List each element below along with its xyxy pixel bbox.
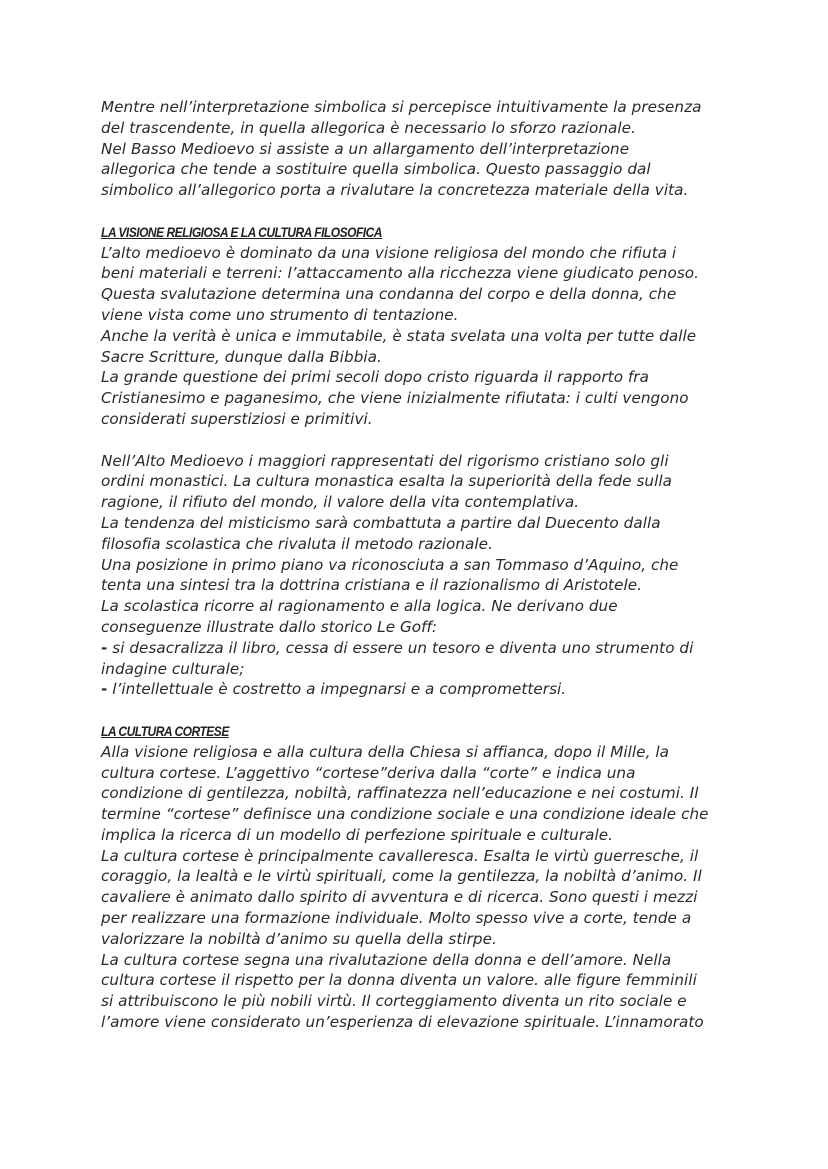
text-line: La cultura cortese segna una rivalutazione della donna e dell’amore. Nella: [101, 950, 672, 969]
intro-paragraph: [101, 97, 741, 201]
text-line: Mentre nell’interpretazione simbolica si percepisce intuitivamente la presenza: [101, 98, 702, 116]
text-line: La cultura cortese è principalmente cavalleresca. Esalta le virtù guerresche, il: [101, 846, 699, 865]
section-heading: LA CULTURA CORTESE: [101, 722, 229, 739]
text-line: Una posizione in primo piano va riconosciuta a san Tommaso d’Aquino, che: [101, 555, 679, 574]
section-courtly-culture: [101, 721, 741, 1033]
text-line: ragione, il rifiuto del mondo, il valore della vita contemplativa.: [101, 493, 580, 512]
text-line: La tendenza del misticismo sarà combattuta a partire dal Duecento dalla: [101, 513, 661, 532]
text-line: cavaliere è animato dallo spirito di avventura e di ricerca. Sono questi i mezzi: [101, 888, 698, 907]
text-line: si attribuiscono le più nobili virtù. Il corteggiamento diventa un rito sociale e: [101, 992, 687, 1011]
text-line: coraggio, la lealtà e le virtù spirituali, come la gentilezza, la nobiltà d’animo. Il: [101, 867, 702, 886]
text-line: simbolico all’allegorico porta a rivalutare la concretezza materiale della vita.: [101, 181, 689, 200]
text-line: La grande questione dei primi secoli dopo cristo riguarda il rapporto fra: [101, 368, 649, 387]
text-line: Anche la verità è unica e immutabile, è stata svelata una volta per tutte dalle: [101, 326, 697, 345]
paragraph: [101, 243, 741, 430]
paragraph: [101, 742, 741, 1033]
text-line: l’amore viene considerato un’esperienza di elevazione spirituale. L’innamorato: [101, 1013, 704, 1032]
text-line: filosofia scolastica che rivaluta il metodo razionale.: [101, 534, 493, 553]
text-line: cultura cortese. L’aggettivo “cortese”deriva dalla “corte” e indica una: [101, 763, 636, 782]
text-line: del trascendente, in quella allegorica è necessario lo sforzo razionale.: [101, 118, 636, 137]
text-line: ordini monastici. La cultura monastica esalta la superiorità della fede sulla: [101, 472, 672, 491]
bullet-list: [101, 638, 741, 700]
text-line: Nell’Alto Medioevo i maggiori rappresentati del rigorismo cristiano solo gli: [101, 451, 669, 470]
spacer: [101, 430, 741, 451]
section-religious-vision: [101, 222, 741, 700]
document-body: [101, 97, 741, 1033]
spacer: [101, 700, 741, 721]
text-line: viene vista come uno strumento di tentazione.: [101, 305, 459, 324]
text-line: tenta una sintesi tra la dottrina cristiana e il razionalismo di Aristotele.: [101, 576, 642, 595]
bullet-dash: -: [101, 638, 108, 657]
text-line: Nel Basso Medioevo si assiste a un allargamento dell’interpretazione: [101, 139, 630, 158]
text-line: Sacre Scritture, dunque dalla Bibbia.: [101, 347, 382, 366]
text-line: Questa svalutazione determina una condanna del corpo e della donna, che: [101, 285, 677, 304]
bullet-text: si desacralizza il libro, cessa di essere un tesoro e diventa uno strumento di: [112, 638, 694, 657]
bullet-continuation: indagine culturale;: [101, 659, 245, 678]
text-line: implica la ricerca di un modello di perfezione spirituale e culturale.: [101, 825, 614, 844]
text-line: L’alto medioevo è dominato da una visione religiosa del mondo che rifiuta i: [101, 243, 677, 262]
text-line: cultura cortese il rispetto per la donna diventa un valore. alle figure femminili: [101, 971, 697, 990]
text-line: valorizzare la nobiltà d’animo su quella della stirpe.: [101, 929, 497, 948]
bullet-dash: -: [101, 680, 108, 699]
spacer: [101, 201, 741, 222]
bullet-item: [101, 679, 741, 700]
text-line: allegorica che tende a sostituire quella simbolica. Questo passaggio dal: [101, 160, 651, 179]
text-line: condizione di gentilezza, nobiltà, raffinatezza nell’educazione e nei costumi. Il: [101, 784, 699, 803]
paragraph: [101, 451, 741, 638]
text-line: considerati superstiziosi e primitivi.: [101, 409, 373, 428]
text-line: Cristianesimo e paganesimo, che viene inizialmente rifiutata: i culti vengono: [101, 389, 689, 408]
text-line: La scolastica ricorre al ragionamento e alla logica. Ne derivano due: [101, 597, 618, 616]
bullet-text: l’intellettuale è costretto a impegnarsi e a compromettersi.: [112, 680, 567, 699]
text-line: conseguenze illustrate dallo storico Le Goff:: [101, 617, 438, 636]
text-line: beni materiali e terreni: l’attaccamento alla ricchezza viene giudicato penoso.: [101, 264, 700, 283]
section-heading: LA VISIONE RELIGIOSA E LA CULTURA FILOSOFICA: [101, 223, 382, 240]
text-line: termine “cortese” definisce una condizione sociale e una condizione ideale che: [101, 805, 709, 824]
text-line: Alla visione religiosa e alla cultura della Chiesa si affianca, dopo il Mille, la: [101, 742, 669, 761]
text-line: per realizzare una formazione individuale. Molto spesso vive a corte, tende a: [101, 909, 692, 928]
bullet-item: [101, 638, 741, 659]
